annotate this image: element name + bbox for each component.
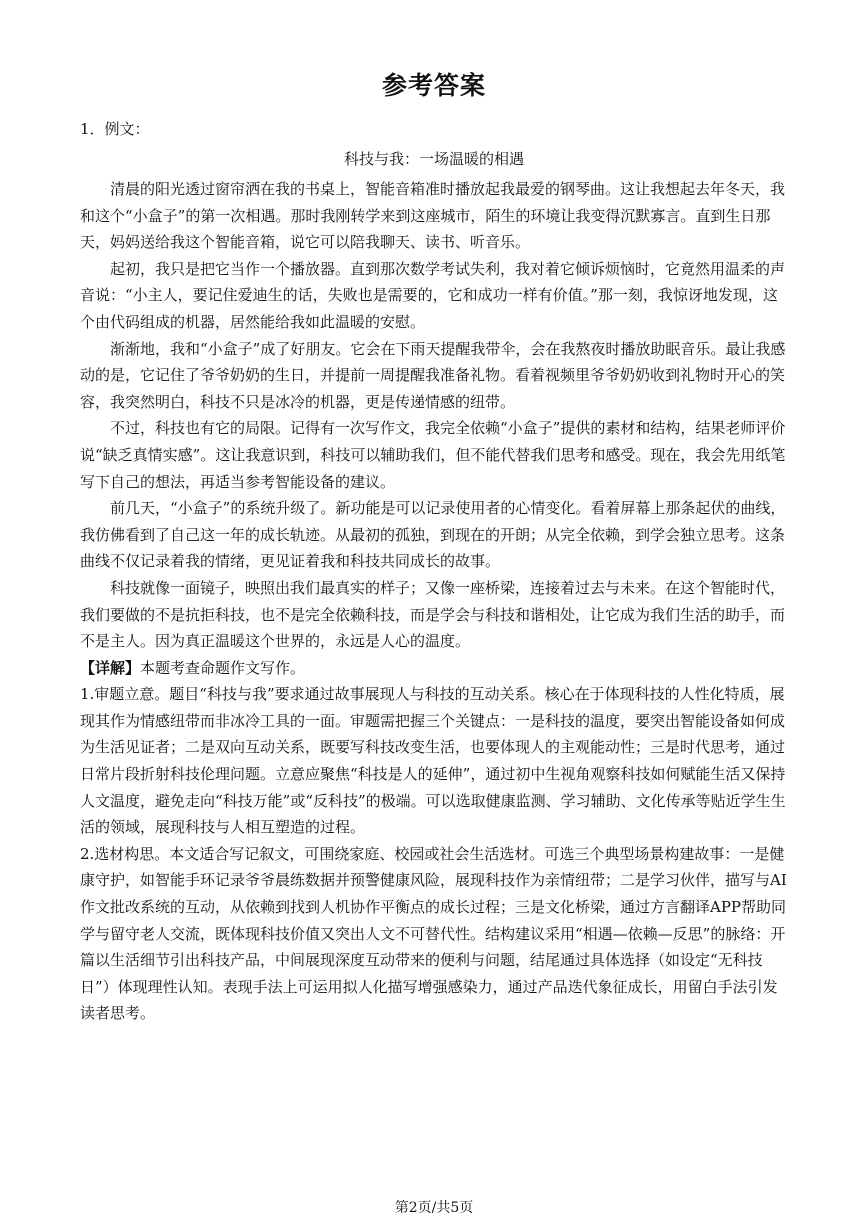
detail-label: 【详解】 [80, 658, 141, 677]
essay-title: 科技与我：一场温暖的相遇 [343, 150, 524, 168]
page-footer: 第2页/共5页 [394, 1200, 474, 1216]
analysis-paragraph: 1.审题立意。题目“科技与我”要求通过故事展现人与科技的互动关系。核心在于体现科技的人性化特质，展现其作为情感纽带而非冰冷工具的一面。审题需把握三个关键点：一是科技的温度，要突出智能设备如何成为生活见证者；二是双向互动关系，既要写科技改变生活，也要体现人的主观能动性；三是时代思考，通过日常片段折射科技伦理问题。立意应聚焦“科技是人的延伸”，通过初中生视角观察科技如何赋能生活又保持人文温度，避免走向“科技万能”或“反科技”的极端。可以选取健康监测、学习辅助、文化传承等贴近学生生活的领域，展现科技与人相互塑造的过程。 [80, 685, 786, 837]
essay-paragraph: 不过，科技也有它的局限。记得有一次写作文，我完全依赖“小盒子”提供的素材和结构，结果老师评价说“缺乏真情实感”。这让我意识到，科技可以辅助我们，但不能代替我们思考和感受。现在，我会先用纸笔写下自己的想法，再适当参考智能设备的建议。 [80, 419, 786, 491]
detail-text: 本题考查命题作文写作。 [140, 658, 306, 677]
detail-line [80, 655, 788, 682]
question-number: 1．例文： [80, 120, 150, 138]
essay-paragraph: 前几天，“小盒子”的系统升级了。新功能是可以记录使用者的心情变化。看着屏幕上那条起伏的曲线，我仿佛看到了自己这一年的成长轨迹。从最初的孤独，到现在的开朗；从完全依赖，到学会独立思考。这条曲线不仅记录着我的情绪，更见证着我和科技共同成长的故事。 [80, 499, 786, 571]
document-body [80, 176, 788, 1027]
essay-paragraph: 起初，我只是把它当作一个播放器。直到那次数学考试失利，我对着它倾诉烦恼时，它竟然用温柔的声音说：“小主人，要记住爱迪生的话，失败也是需要的，它和成功一样有价值。”那一刻，我惊讶地发现，这个由代码组成的机器，居然能给我如此温暖的安慰。 [80, 259, 786, 331]
page-title: 参考答案 [381, 71, 486, 100]
essay-paragraph: 科技就像一面镜子，映照出我们最真实的样子；又像一座桥梁，连接着过去与未来。在这个智能时代，我们要做的不是抗拒科技，也不是完全依赖科技，而是学会与科技和谐相处，让它成为我们生活的助手，而不是主人。因为真正温暖这个世界的，永远是人心的温度。 [80, 578, 786, 651]
essay-paragraph: 渐渐地，我和“小盒子”成了好朋友。它会在下雨天提醒我带伞，会在我熬夜时播放助眠音乐。最让我感动的是，它记住了爷爷奶奶的生日，并提前一周提醒我准备礼物。看着视频里爷爷奶奶收到礼物时开心的笑容，我突然明白，科技不只是冰冷的机器，更是传递情感的纽带。 [80, 339, 786, 411]
essay-paragraph: 清晨的阳光透过窗帘洒在我的书桌上，智能音箱准时播放起我最爱的钢琴曲。这让我想起去年冬天，我和这个“小盒子”的第一次相遇。那时我刚转学来到这座城市，陌生的环境让我变得沉默寡言。直到生日那天，妈妈送给我这个智能音箱，说它可以陪我聊天、读书、听音乐。 [80, 180, 786, 252]
analysis-paragraph: 2.选材构思。本文适合写记叙文，可围绕家庭、校园或社会生活选材。可选三个典型场景构建故事：一是健康守护，如智能手环记录爷爷晨练数据并预警健康风险，展现科技作为亲情纽带；二是学习伙伴，描写与AI作文批改系统的互动，从依赖到找到人机协作平衡点的成长过程；三是文化桥梁，通过方言翻译APP帮助同学与留守老人交流，既体现科技价值又突出人文不可替代性。结构建议采用“相遇—依赖—反思”的脉络：开篇以生活细节引出科技产品，中间展现深度互动带来的便利与问题，结尾通过具体选择（如设定“无科技日”）体现理性认知。表现手法上可运用拟人化描写增强感染力，通过产品迭代象征成长，用留白手法引发读者思考。 [80, 844, 787, 1023]
